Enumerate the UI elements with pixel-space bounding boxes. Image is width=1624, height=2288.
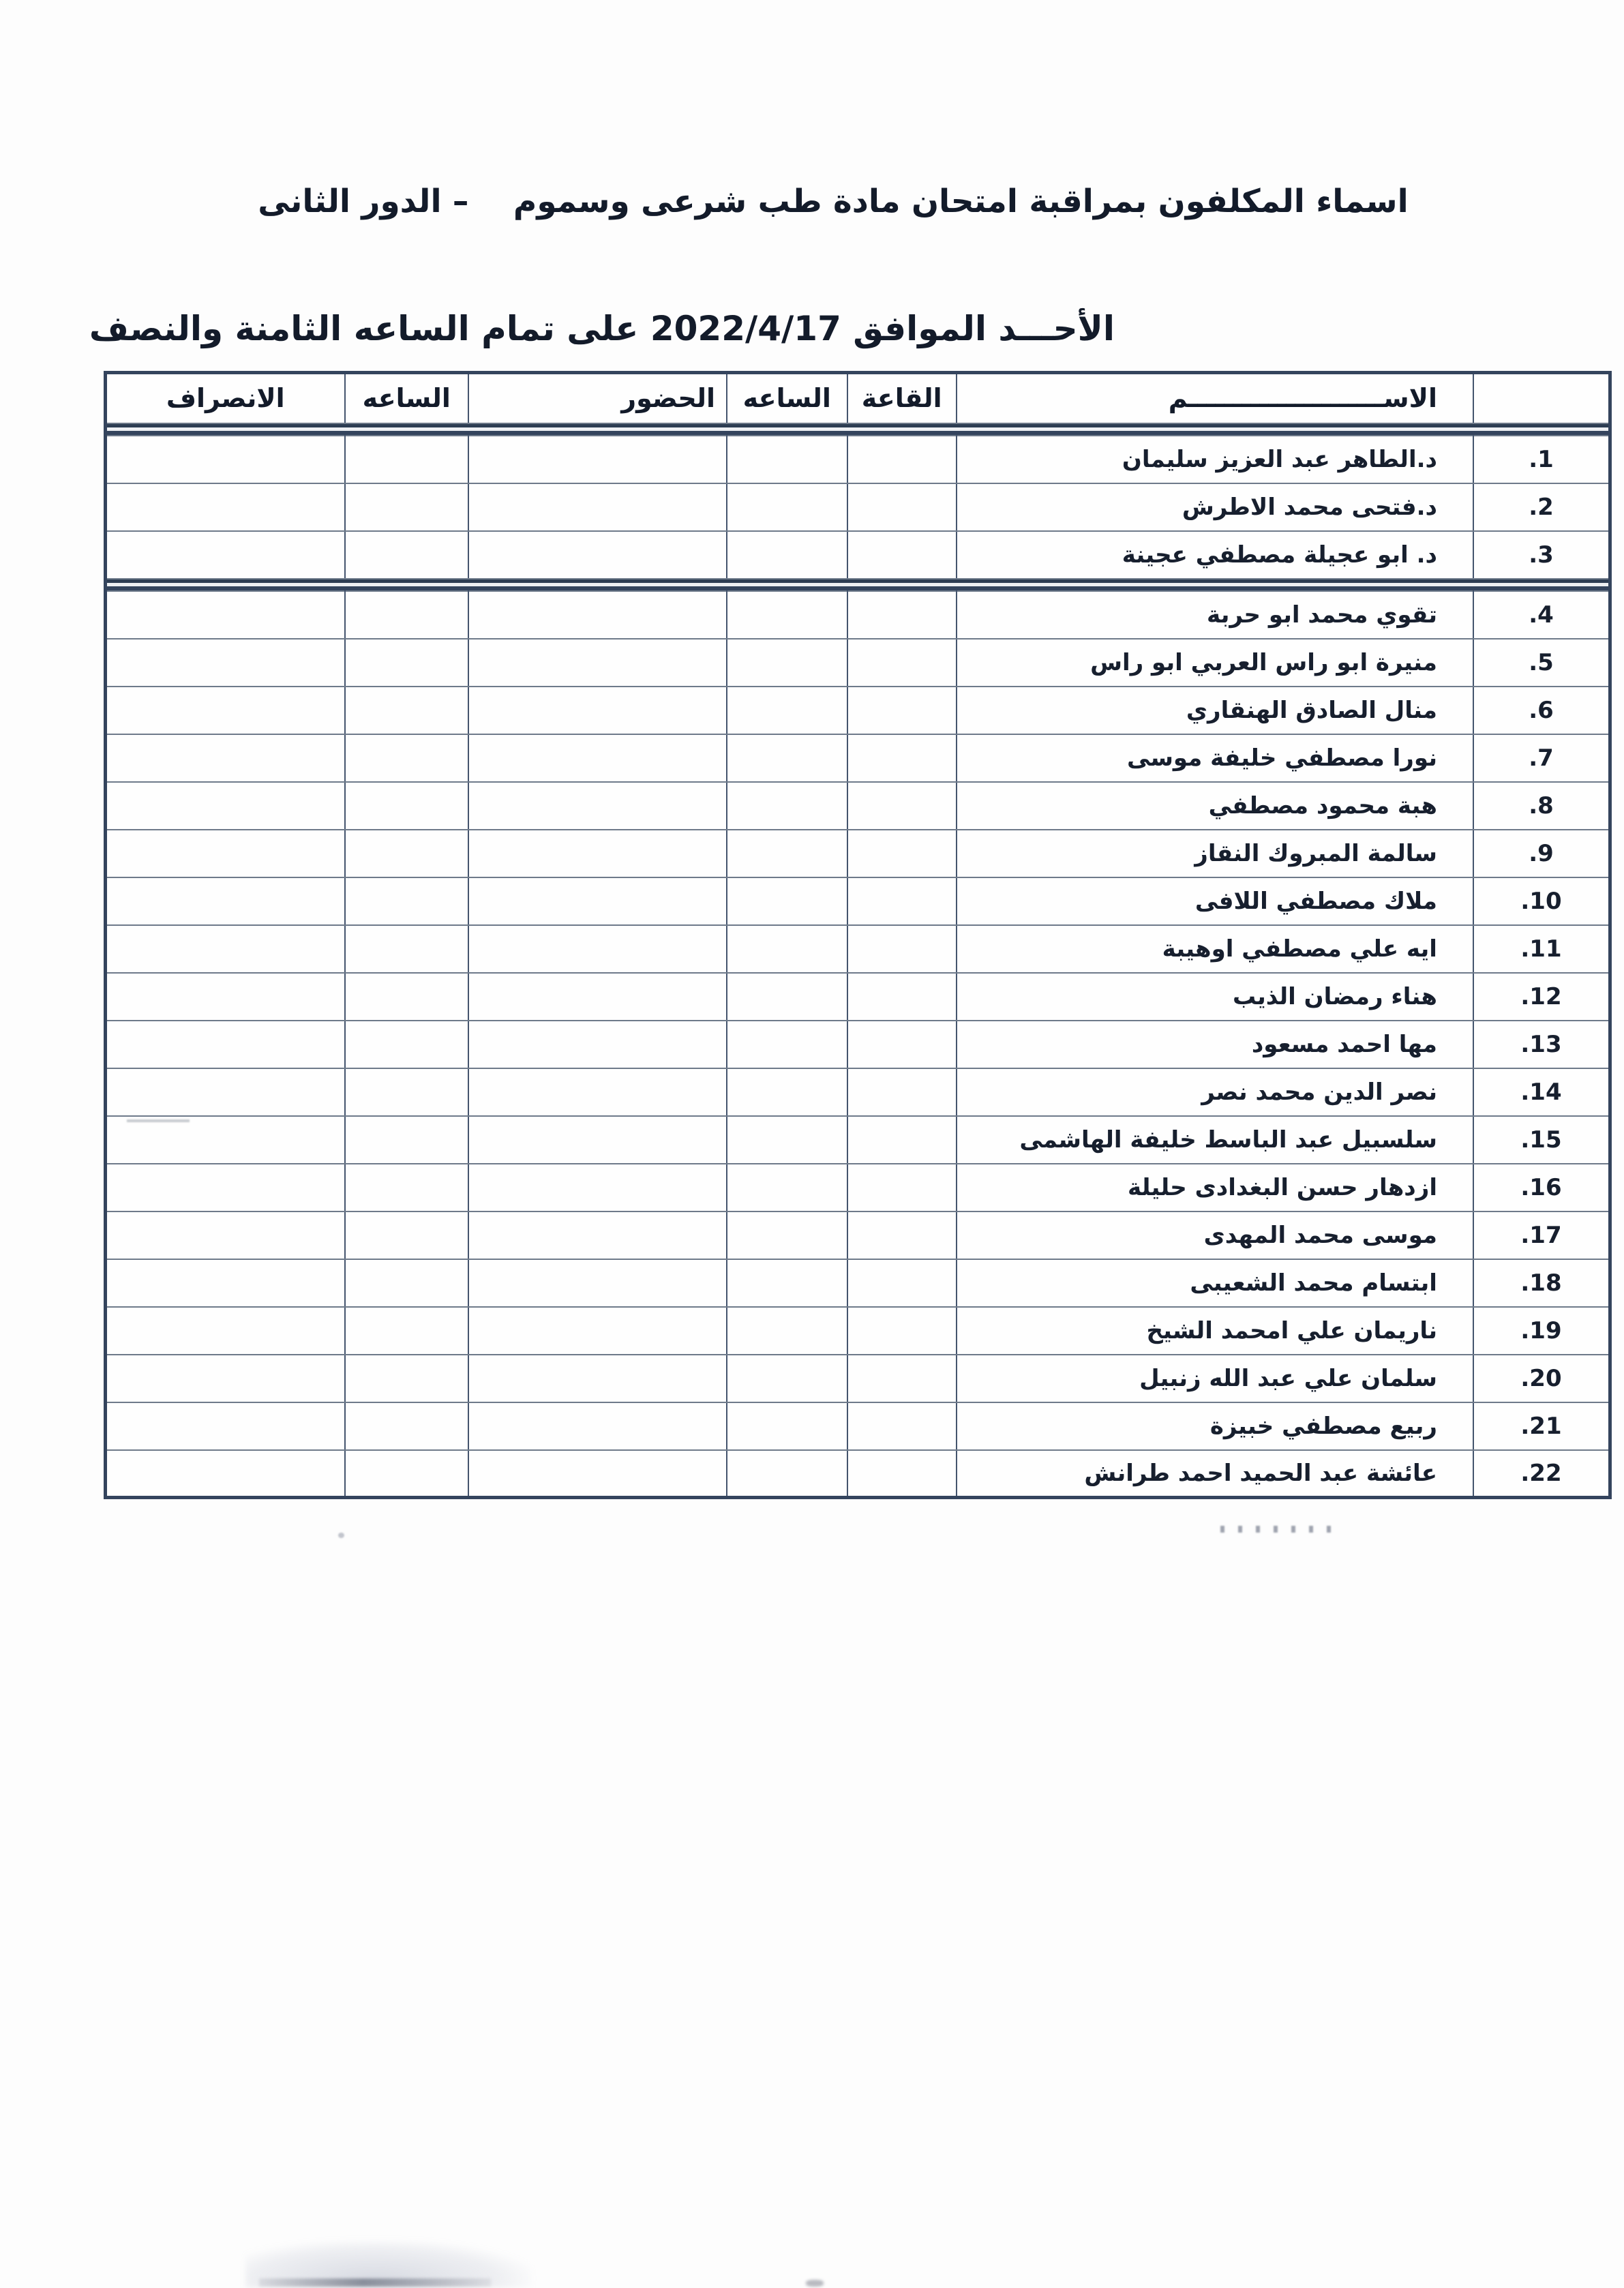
table-row — [106, 531, 1610, 579]
invigilator-name: ربيع مصطفي خبيزة — [957, 1402, 1473, 1450]
table-row — [106, 436, 1610, 483]
attendance-cell — [468, 1355, 727, 1402]
departure-cell — [106, 591, 345, 639]
time-in-cell — [727, 1402, 847, 1450]
time-out-cell — [345, 1116, 468, 1164]
row-serial: 4. — [1473, 591, 1610, 639]
table-row — [106, 877, 1610, 925]
invigilator-name: تقوي محمد ابو حربة — [957, 591, 1473, 639]
row-serial: 3. — [1473, 531, 1610, 579]
invigilator-name: هناء رمضان الذيب — [957, 973, 1473, 1021]
time-in-cell — [727, 782, 847, 830]
hall-cell — [847, 1355, 957, 1402]
col-header-time-out: الساعه — [345, 373, 468, 423]
time-in-cell — [727, 591, 847, 639]
row-serial: 13. — [1473, 1021, 1610, 1068]
row-serial: 15. — [1473, 1116, 1610, 1164]
attendance-cell — [468, 1068, 727, 1116]
invigilation-roster-table — [104, 371, 1612, 1499]
time-out-cell — [345, 1021, 468, 1068]
time-out-cell — [345, 973, 468, 1021]
hall-cell — [847, 1021, 957, 1068]
hall-cell — [847, 531, 957, 579]
departure-cell — [106, 687, 345, 734]
attendance-cell — [468, 1211, 727, 1259]
time-in-cell — [727, 483, 847, 531]
table-row — [106, 1116, 1610, 1164]
table-row — [106, 734, 1610, 782]
table-row — [106, 1211, 1610, 1259]
time-in-cell — [727, 1164, 847, 1211]
time-out-cell — [345, 436, 468, 483]
col-header-departure: الانصراف — [106, 373, 345, 423]
attendance-cell — [468, 925, 727, 973]
departure-cell — [106, 1355, 345, 1402]
hall-cell — [847, 591, 957, 639]
time-out-cell — [345, 877, 468, 925]
attendance-cell — [468, 1021, 727, 1068]
hall-cell — [847, 1307, 957, 1355]
invigilator-name: د.الطاهر عبد العزيز سليمان — [957, 436, 1473, 483]
hall-cell — [847, 782, 957, 830]
time-in-cell — [727, 687, 847, 734]
time-in-cell — [727, 830, 847, 877]
hall-cell — [847, 1164, 957, 1211]
attendance-cell — [468, 1402, 727, 1450]
invigilator-name: د.فتحى محمد الاطرش — [957, 483, 1473, 531]
table-row — [106, 1402, 1610, 1450]
hall-cell — [847, 925, 957, 973]
invigilator-name: د. ابو عجيلة مصطفي عجينة — [957, 531, 1473, 579]
time-in-cell — [727, 531, 847, 579]
document-title: اسماء المكلفون بمراقبة امتحان مادة طب شرعى وسموم – الدور الثانى — [258, 183, 1409, 220]
scan-artifact — [1220, 1526, 1343, 1533]
invigilator-name: عائشة عبد الحميد احمد طرانش — [957, 1450, 1473, 1498]
hall-cell — [847, 877, 957, 925]
time-out-cell — [345, 591, 468, 639]
time-out-cell — [345, 483, 468, 531]
invigilator-name: هبة محمود مصطفي — [957, 782, 1473, 830]
hall-cell — [847, 830, 957, 877]
time-out-cell — [345, 687, 468, 734]
row-serial: 7. — [1473, 734, 1610, 782]
table-header — [106, 373, 1610, 423]
departure-cell — [106, 782, 345, 830]
attendance-cell — [468, 973, 727, 1021]
hall-cell — [847, 639, 957, 687]
row-serial: 5. — [1473, 639, 1610, 687]
row-serial: 8. — [1473, 782, 1610, 830]
attendance-cell — [468, 591, 727, 639]
hall-cell — [847, 1259, 957, 1307]
invigilator-name: ايه علي مصطفي اوهيبة — [957, 925, 1473, 973]
time-in-cell — [727, 1307, 847, 1355]
hall-cell — [847, 483, 957, 531]
document-subtitle: الأحـــد الموافق 2022/4/17 على تمام الساعه الثامنة والنصف — [89, 309, 1115, 348]
attendance-cell — [468, 877, 727, 925]
row-serial: 19. — [1473, 1307, 1610, 1355]
row-serial: 20. — [1473, 1355, 1610, 1402]
departure-cell — [106, 1021, 345, 1068]
scan-artifact — [806, 2280, 824, 2287]
invigilator-name: ملاك مصطفي اللافى — [957, 877, 1473, 925]
time-out-cell — [345, 1211, 468, 1259]
attendance-cell — [468, 782, 727, 830]
departure-cell — [106, 1116, 345, 1164]
departure-cell — [106, 1402, 345, 1450]
row-serial: 10. — [1473, 877, 1610, 925]
row-serial: 11. — [1473, 925, 1610, 973]
thick-divider — [106, 579, 1610, 591]
hall-cell — [847, 734, 957, 782]
thick-divider-rule — [106, 423, 1610, 436]
table-row — [106, 830, 1610, 877]
time-in-cell — [727, 925, 847, 973]
time-out-cell — [345, 782, 468, 830]
col-header-attendance: الحضور — [468, 373, 727, 423]
attendance-cell — [468, 734, 727, 782]
table-row — [106, 639, 1610, 687]
invigilator-name: ازدهار حسن البغدادى حليلة — [957, 1164, 1473, 1211]
attendance-cell — [468, 830, 727, 877]
table-row — [106, 973, 1610, 1021]
departure-cell — [106, 1307, 345, 1355]
time-in-cell — [727, 1450, 847, 1498]
thick-divider-rule — [106, 579, 1610, 591]
attendance-cell — [468, 1116, 727, 1164]
time-out-cell — [345, 830, 468, 877]
row-serial: 18. — [1473, 1259, 1610, 1307]
table-row — [106, 1164, 1610, 1211]
departure-cell — [106, 1211, 345, 1259]
attendance-cell — [468, 687, 727, 734]
time-in-cell — [727, 877, 847, 925]
invigilator-name: منال الصادق الهنقاري — [957, 687, 1473, 734]
invigilator-name: نورا مصطفي خليفة موسى — [957, 734, 1473, 782]
time-out-cell — [345, 1307, 468, 1355]
departure-cell — [106, 973, 345, 1021]
departure-cell — [106, 734, 345, 782]
departure-cell — [106, 483, 345, 531]
row-serial: 9. — [1473, 830, 1610, 877]
attendance-cell — [468, 1450, 727, 1498]
invigilator-name: ابتسام محمد الشعيبى — [957, 1259, 1473, 1307]
hall-cell — [847, 1211, 957, 1259]
table-row — [106, 1307, 1610, 1355]
time-in-cell — [727, 1068, 847, 1116]
attendance-cell — [468, 436, 727, 483]
table-row — [106, 925, 1610, 973]
time-in-cell — [727, 1021, 847, 1068]
time-out-cell — [345, 1164, 468, 1211]
attendance-cell — [468, 639, 727, 687]
time-in-cell — [727, 1259, 847, 1307]
invigilator-name: سلمان علي عبد الله زنبيل — [957, 1355, 1473, 1402]
departure-cell — [106, 830, 345, 877]
hall-cell — [847, 1068, 957, 1116]
attendance-cell — [468, 1307, 727, 1355]
thick-divider — [106, 423, 1610, 436]
table-row — [106, 1450, 1610, 1498]
hall-cell — [847, 436, 957, 483]
header-row — [106, 373, 1610, 423]
attendance-cell — [468, 483, 727, 531]
invigilator-name: نصر الدين محمد نصر — [957, 1068, 1473, 1116]
table-row — [106, 1259, 1610, 1307]
invigilator-name: منيرة ابو راس العربي ابو راس — [957, 639, 1473, 687]
scan-artifact — [259, 2278, 491, 2287]
col-header-name: الاســــــــــــــــــــــم — [957, 373, 1473, 423]
time-out-cell — [345, 1355, 468, 1402]
invigilator-name: سالمة المبروك النقاز — [957, 830, 1473, 877]
invigilator-name: مها احمد مسعود — [957, 1021, 1473, 1068]
row-serial: 1. — [1473, 436, 1610, 483]
row-serial: 12. — [1473, 973, 1610, 1021]
departure-cell — [106, 639, 345, 687]
table-row — [106, 1068, 1610, 1116]
row-serial: 16. — [1473, 1164, 1610, 1211]
col-header-hall: القاعة — [847, 373, 957, 423]
time-out-cell — [345, 1259, 468, 1307]
table-row — [106, 687, 1610, 734]
departure-cell — [106, 1164, 345, 1211]
hall-cell — [847, 1116, 957, 1164]
attendance-cell — [468, 1164, 727, 1211]
table-row — [106, 782, 1610, 830]
time-in-cell — [727, 436, 847, 483]
table-row — [106, 591, 1610, 639]
time-out-cell — [345, 1402, 468, 1450]
table-row — [106, 1021, 1610, 1068]
time-out-cell — [345, 925, 468, 973]
time-in-cell — [727, 973, 847, 1021]
time-out-cell — [345, 1450, 468, 1498]
departure-cell — [106, 1068, 345, 1116]
col-header-serial — [1473, 373, 1610, 423]
row-serial: 21. — [1473, 1402, 1610, 1450]
departure-cell — [106, 877, 345, 925]
invigilator-name: سلسبيل عبد الباسط خليفة الهاشمى — [957, 1116, 1473, 1164]
time-in-cell — [727, 734, 847, 782]
time-in-cell — [727, 1355, 847, 1402]
time-out-cell — [345, 1068, 468, 1116]
time-out-cell — [345, 531, 468, 579]
attendance-cell — [468, 1259, 727, 1307]
time-out-cell — [345, 734, 468, 782]
invigilator-name: ناريمان علي امحمد الشيخ — [957, 1307, 1473, 1355]
scan-artifact — [245, 2240, 532, 2288]
row-serial: 22. — [1473, 1450, 1610, 1498]
time-in-cell — [727, 1116, 847, 1164]
hall-cell — [847, 1402, 957, 1450]
hall-cell — [847, 973, 957, 1021]
row-serial: 14. — [1473, 1068, 1610, 1116]
row-serial: 6. — [1473, 687, 1610, 734]
row-serial: 17. — [1473, 1211, 1610, 1259]
scan-artifact — [338, 1533, 344, 1538]
departure-cell — [106, 1259, 345, 1307]
departure-cell — [106, 925, 345, 973]
time-in-cell — [727, 639, 847, 687]
col-header-time-in: الساعه — [727, 373, 847, 423]
hall-cell — [847, 687, 957, 734]
departure-cell — [106, 531, 345, 579]
invigilator-name: موسى محمد المهدى — [957, 1211, 1473, 1259]
time-in-cell — [727, 1211, 847, 1259]
row-serial: 2. — [1473, 483, 1610, 531]
departure-cell — [106, 436, 345, 483]
table-row — [106, 483, 1610, 531]
table-body — [106, 423, 1610, 1498]
departure-cell — [106, 1450, 345, 1498]
hall-cell — [847, 1450, 957, 1498]
time-out-cell — [345, 639, 468, 687]
attendance-cell — [468, 531, 727, 579]
table-row — [106, 1355, 1610, 1402]
